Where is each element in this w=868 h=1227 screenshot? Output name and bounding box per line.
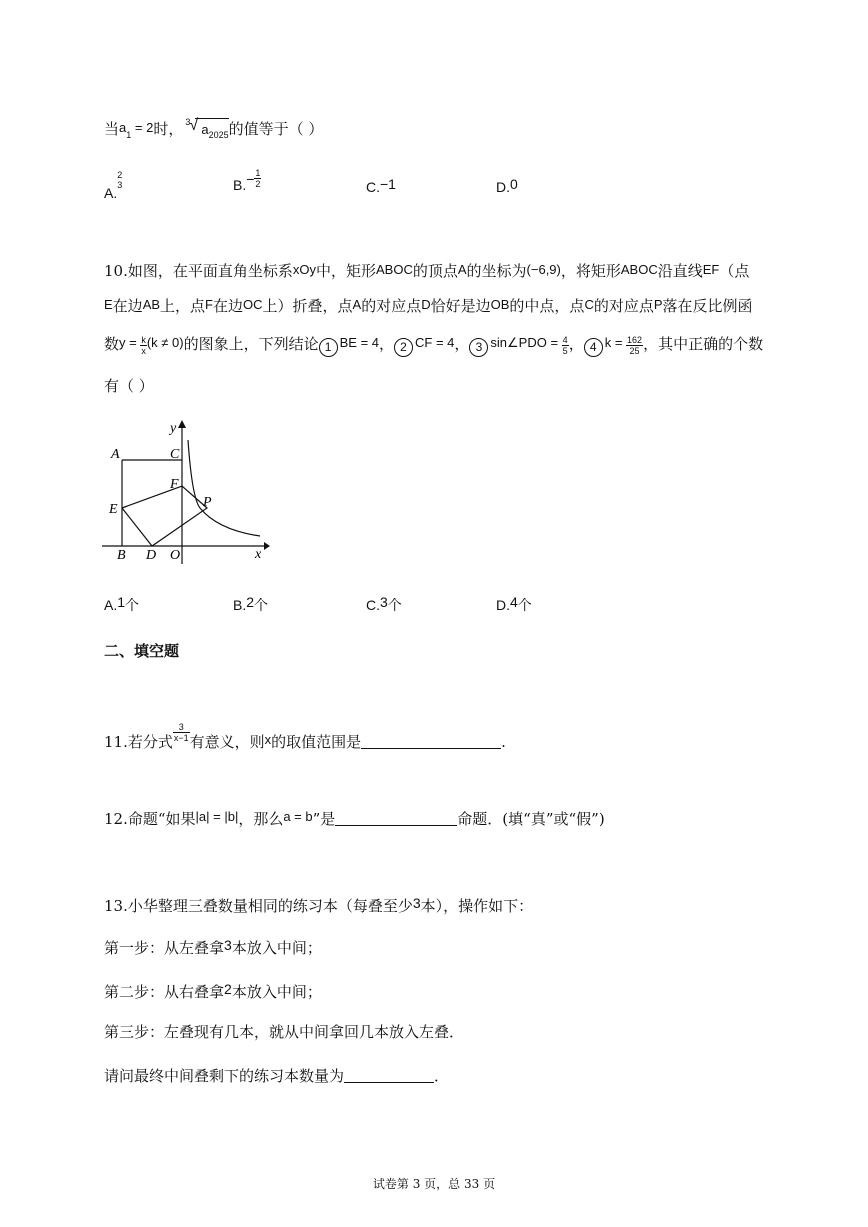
answer-blank[interactable] [335,809,457,826]
q9-option-b[interactable]: B.− $\frac{1}{2}$ [233,168,261,194]
q12: 12.命题“如果|a| = |b|，那么a = b”是 命题．(填“真”或“假”) [104,809,605,828]
label-p: P [203,495,212,510]
q9-option-c[interactable]: C.−1 [366,176,396,195]
circled-number-1: 1 [319,338,338,357]
q10-line2: E在边AB上，点F在边OC上）折叠，点A的对应点D恰好是边OB的中点，点C的对应点P落在反比例函 [104,297,753,315]
q9-option-a[interactable]: A. 2 3 [104,170,123,201]
q10-option-a[interactable]: A.1个 [104,594,140,614]
label-d: D [146,548,157,563]
q9-stem: 当$a_1 = 2$时， 3 √ $a_{2025}$的值等于（ ） [104,118,323,145]
q13-step2: 第二步：从右叠拿2本放入中间； [104,981,322,1001]
section-heading-fill-in: 二、填空题 [104,642,180,660]
q13-step3: 第三步：左叠现有几本，就从中间拿回几本放入左叠． [104,1023,465,1041]
q10-line3: 数y = $\frac{k}{x}$ (k ≠ 0)的图象上，下列结论 1 BE = 4， 2 CF = 4， 3 sin∠PDO = $\frac{4}{5}$ ， 4 k = $\frac{162}{25}$ ，其中正确的个数 [104,334,764,356]
q10-figure [100,418,272,564]
circled-number-3: 3 [469,338,488,357]
label-y: y [170,421,177,436]
label-e: E [109,502,118,517]
fraction: $\frac{1}{2}$ [255,168,261,189]
label-x: x [255,547,262,562]
fraction-k-over-x: $\frac{k}{x}$ [141,334,146,356]
answer-blank[interactable] [344,1066,434,1083]
q10-option-c[interactable]: C.3个 [366,594,402,614]
q10-option-b[interactable]: B.2个 [233,594,269,614]
q13-step1: 第一步：从左叠拿3本放入中间； [104,937,322,957]
page-footer: 试卷第 3 页，总 33 页 [372,1177,496,1191]
label-c: C [170,447,180,462]
q10-line1: 10.如图，在平面直角坐标系xOy中，矩形ABOC的顶点A的坐标为(−6,9)，将矩形ABOC沿直线EF（点 [104,262,750,280]
q10-line4: 有（ ） [104,377,154,395]
y-axis-arrow [178,420,186,428]
answer-blank[interactable] [361,732,501,749]
fraction-3-over-x-minus-1: $\frac{3}{x-1}$ [173,722,189,743]
q13-question: 请问最终中间叠剩下的练习本数量为 ． [104,1067,450,1085]
label-b: B [117,548,126,563]
label-a: A [111,447,120,462]
radical-sign: √ [189,117,199,134]
label-o: O [170,548,181,563]
q9-option-d[interactable]: D.0 [496,176,518,195]
folded-shape [122,486,207,546]
circled-number-2: 2 [394,338,413,357]
label-f: F [170,477,179,492]
q10-option-d[interactable]: D.4个 [496,594,532,614]
circled-number-4: 4 [584,338,603,357]
fraction-4-over-5: $\frac{4}{5}$ [562,334,568,356]
q13-stem: 13.小华整理三叠数量相同的练习本（每叠至少3本），操作如下： [104,895,534,915]
fraction-162-over-25: $\frac{162}{25}$ [627,334,643,356]
fraction: 2 3 [117,170,123,190]
x-axis-arrow [264,542,270,550]
hyperbola-curve [188,440,260,536]
q11: 11.若分式 $\frac{3}{x-1}$ 有意义，则x的取值范围是 . [104,722,506,751]
cube-root: 3 √ $a_{2025}$ [183,118,228,145]
